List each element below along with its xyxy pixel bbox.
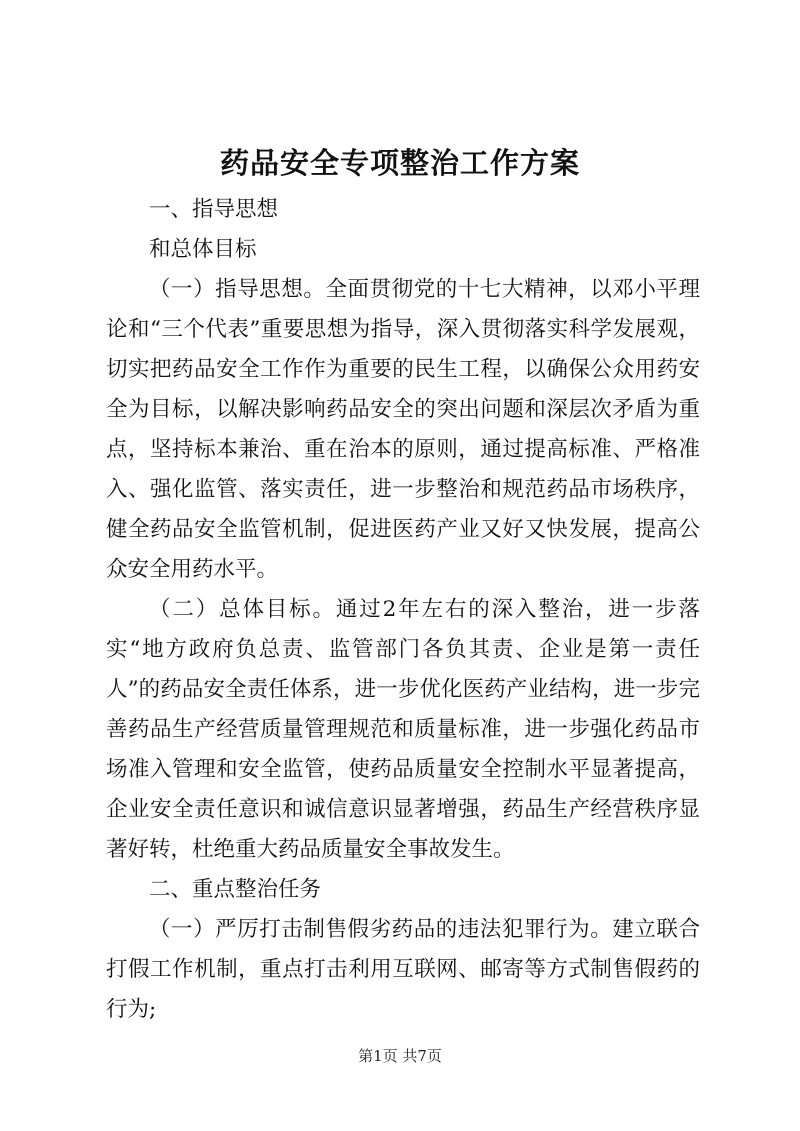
section-heading-1: 一、指导思想 [149, 197, 279, 222]
paragraph-overall-goal: （二）总体目标。通过2年左右的深入整治，进一步落实“地方政府负总责、监管部门各负其责、企业是第一责任人”的药品安全责任体系，进一步优化医药产业结构，进一步完善药品生产经营质量管理规范和质量标准，进一步强化药品市场准入管理和安全监管，使药品质量安全控制水平显著提高，企业安全责任意识和诚信意识显著增强，药品生产经营秩序显著好转，杜绝重大药品质量安全事故发生。 [106, 597, 700, 862]
paragraph-crackdown: （一）严厉打击制售假劣药品的违法犯罪行为。建立联合打假工作机制，重点打击利用互联网、邮寄等方式制售假药的行为; [106, 917, 700, 1022]
document-title: 药品安全专项整治工作方案 [219, 146, 580, 180]
section-heading-2: 二、重点整治任务 [149, 877, 322, 902]
paragraph-guiding-thought: （一）指导思想。全面贯彻党的十七大精神，以邓小平理论和“三个代表”重要思想为指导，深入贯彻落实科学发展观，切实把药品安全工作作为重要的民生工程，以确保公众用药安全为目标，以解决影响药品安全的突出问题和深层次矛盾为重点，坚持标本兼治、重在治本的原则，通过提高标准、严格准入、强化监管、落实责任，进一步整治和规范药品市场秩序，健全药品安全监管机制，促进医药产业又好又快发展，提高公众安全用药水平。 [106, 277, 700, 582]
page-number-footer: 第1页 共7页 [358, 1047, 442, 1065]
document-body [106, 190, 700, 1030]
section-subheading-1: 和总体目标 [149, 237, 257, 262]
